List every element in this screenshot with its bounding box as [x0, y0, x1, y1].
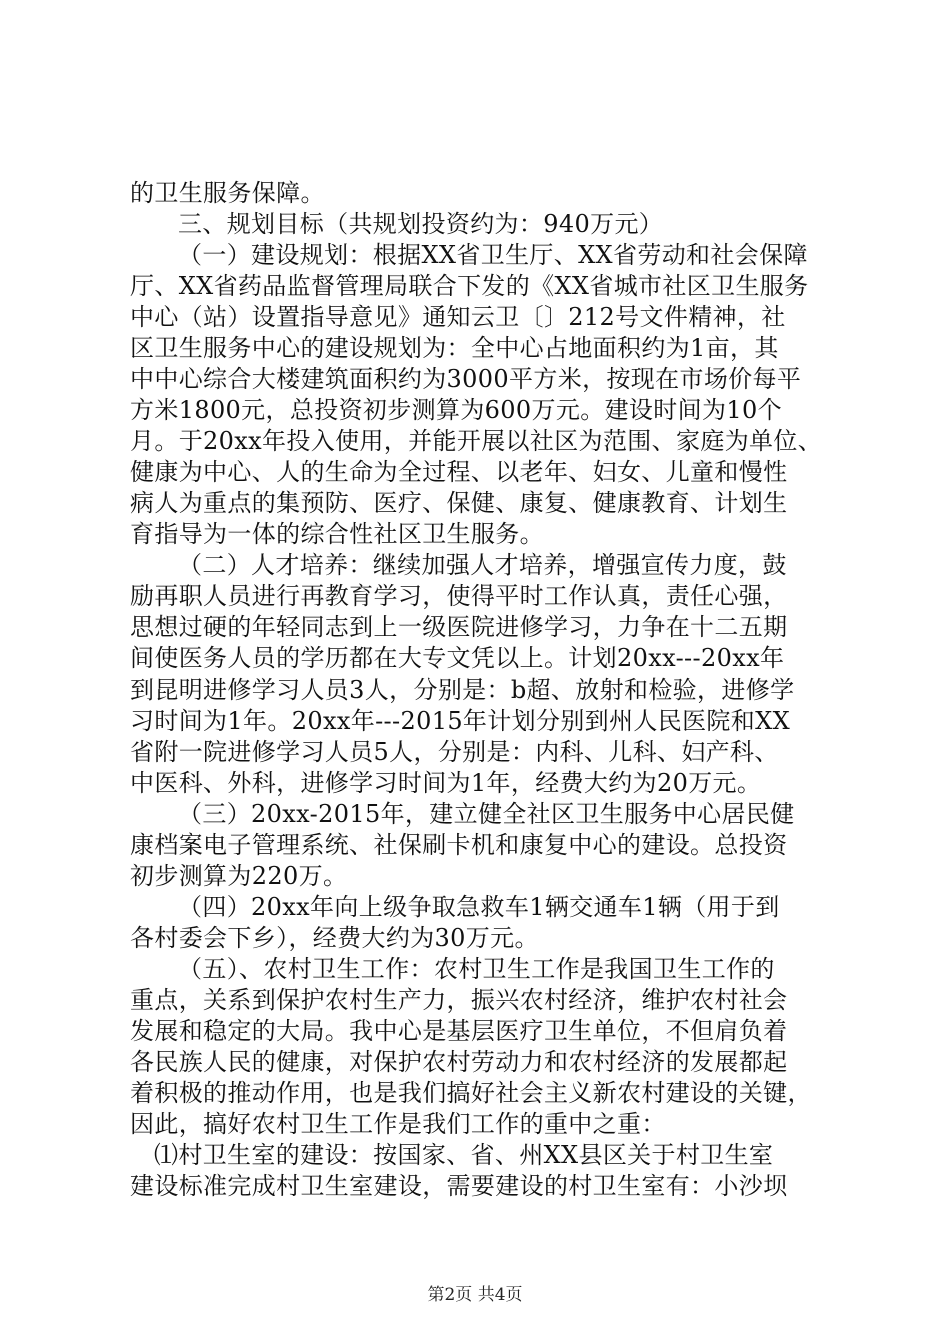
text-line: 励再职人员进行再教育学习，使得平时工作认真，责任心强，: [130, 582, 788, 610]
page-footer: 第2页 共4页: [427, 1285, 523, 1305]
text-line: 因此，搞好农村卫生工作是我们工作的重中之重：: [130, 1110, 666, 1138]
text-line: 月。于20xx年投入使用，并能开展以社区为范围、家庭为单位、: [130, 427, 823, 455]
text-line: 着积极的推动作用，也是我们搞好社会主义新农村建设的关键，: [130, 1079, 812, 1107]
text-line: 方米1800元，总投资初步测算为600万元。建设时间为10个: [130, 396, 782, 424]
text-line: 各民族人民的健康，对保护农村劳动力和农村经济的发展都起: [130, 1048, 788, 1076]
text-line: 康档案电子管理系统、社保刷卡机和康复中心的建设。总投资: [130, 831, 788, 859]
text-line: 的卫生服务保障。: [130, 179, 325, 207]
text-line: 区卫生服务中心的建设规划为：全中心占地面积约为1亩，其: [130, 334, 779, 362]
text-line: ⑴村卫生室的建设：按国家、省、州XX县区关于村卫生室: [154, 1141, 774, 1169]
text-line: 建设标准完成村卫生室建设，需要建设的村卫生室有：小沙坝: [130, 1172, 788, 1200]
text-line: （四）20xx年向上级争取急救车1辆交通车1辆（用于到: [178, 893, 780, 921]
text-line: 健康为中心、人的生命为全过程、以老年、妇女、儿童和慢性: [130, 458, 788, 486]
text-line: 中心（站）设置指导意见》通知云卫〔〕212号文件精神，社: [130, 303, 786, 331]
section-heading: 三、规划目标（共规划投资约为：940万元）: [178, 210, 664, 238]
text-line: 思想过硬的年轻同志到上一级医院进修学习，力争在十二五期: [130, 613, 788, 641]
text-line: 育指导为一体的综合性社区卫生服务。: [130, 520, 544, 548]
text-line: （三）20xx-2015年，建立健全社区卫生服务中心居民健: [178, 800, 795, 828]
text-line: 重点，关系到保护农村生产力，振兴农村经济，维护农村社会: [130, 986, 788, 1014]
text-line: 习时间为1年。20xx年---2015年计划分别到州人民医院和XX: [130, 707, 791, 735]
text-line: 初步测算为220万。: [130, 862, 348, 890]
text-line: （二）人才培养：继续加强人才培养，增强宣传力度，鼓: [178, 551, 787, 579]
text-line: 中医科、外科，进修学习时间为1年，经费大约为20万元。: [130, 769, 762, 797]
text-line: 省附一院进修学习人员5人，分别是：内科、儿科、妇产科、: [130, 738, 779, 766]
text-line: 发展和稳定的大局。我中心是基层医疗卫生单位，不但肩负着: [130, 1017, 788, 1045]
text-line: 病人为重点的集预防、医疗、保健、康复、健康教育、计划生: [130, 489, 788, 517]
text-line: （五）、农村卫生工作：农村卫生工作是我国卫生工作的: [178, 955, 775, 983]
text-line: （一）建设规划：根据XX省卫生厅、XX省劳动和社会保障: [178, 241, 808, 269]
text-line: 间使医务人员的学历都在大专文凭以上。计划20xx---20xx年: [130, 644, 785, 672]
text-line: 中中心综合大楼建筑面积约为3000平方米，按现在市场价每平: [130, 365, 802, 393]
text-line: 厅、XX省药品监督管理局联合下发的《XX省城市社区卫生服务: [130, 272, 809, 300]
text-line: 到昆明进修学习人员3人，分别是：b超、放射和检验，进修学: [130, 676, 795, 704]
text-line: 各村委会下乡），经费大约为30万元。: [130, 924, 539, 952]
